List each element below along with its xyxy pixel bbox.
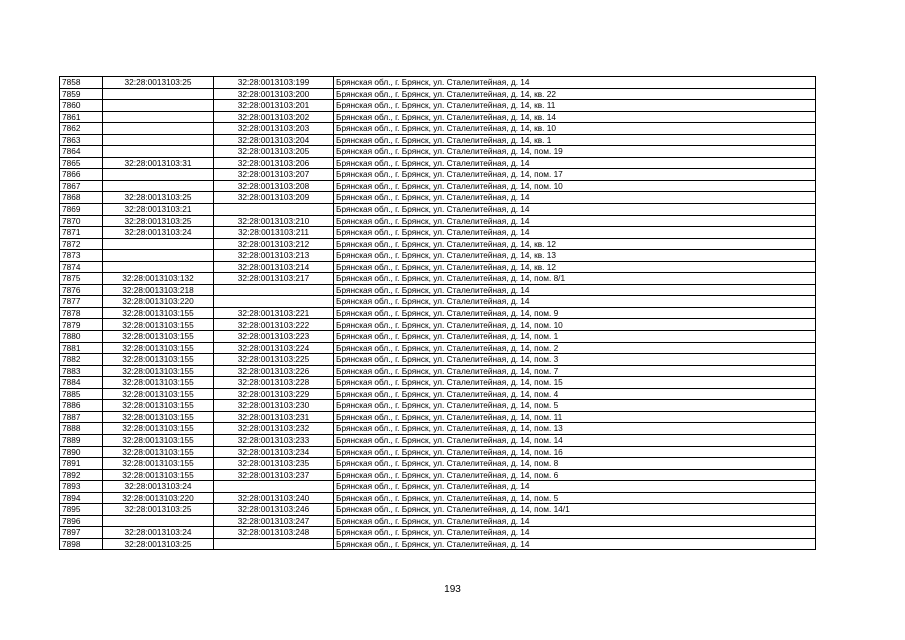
object-cadastral-cell: 32:28:0013103:248 [214, 527, 334, 539]
row-number-cell: 7877 [60, 296, 103, 308]
land-plot-cadastral-cell: 32:28:0013103:24 [103, 481, 214, 493]
table-row [60, 458, 816, 470]
object-cadastral-cell: 32:28:0013103:232 [214, 423, 334, 435]
row-number-cell: 7889 [60, 434, 103, 446]
row-number-cell: 7868 [60, 192, 103, 204]
land-plot-cadastral-cell: 32:28:0013103:21 [103, 204, 214, 216]
object-cadastral-cell: 32:28:0013103:228 [214, 377, 334, 389]
table-row [60, 527, 816, 539]
table-row [60, 111, 816, 123]
object-cadastral-cell: 32:28:0013103:224 [214, 342, 334, 354]
object-cadastral-cell: 32:28:0013103:200 [214, 88, 334, 100]
address-cell: Брянская обл., г. Брянск, ул. Сталелитейная, д. 14, пом. 14 [334, 434, 816, 446]
address-cell: Брянская обл., г. Брянск, ул. Сталелитейная, д. 14, пом. 17 [334, 169, 816, 181]
row-number-cell: 7894 [60, 492, 103, 504]
table-row [60, 354, 816, 366]
address-cell: Брянская обл., г. Брянск, ул. Сталелитейная, д. 14, пом. 19 [334, 146, 816, 158]
object-cadastral-cell: 32:28:0013103:217 [214, 273, 334, 285]
table-row [60, 238, 816, 250]
address-cell: Брянская обл., г. Брянск, ул. Сталелитейная, д. 14, кв. 12 [334, 261, 816, 273]
table-row [60, 365, 816, 377]
table-row [60, 134, 816, 146]
land-plot-cadastral-cell: 32:28:0013103:25 [103, 504, 214, 516]
address-cell: Брянская обл., г. Брянск, ул. Сталелитейная, д. 14, пом. 1 [334, 331, 816, 343]
address-cell: Брянская обл., г. Брянск, ул. Сталелитейная, д. 14, пом. 10 [334, 180, 816, 192]
land-plot-cadastral-cell: 32:28:0013103:218 [103, 284, 214, 296]
object-cadastral-cell: 32:28:0013103:201 [214, 100, 334, 112]
row-number-cell: 7897 [60, 527, 103, 539]
land-plot-cadastral-cell: 32:28:0013103:25 [103, 192, 214, 204]
row-number-cell: 7863 [60, 134, 103, 146]
land-plot-cadastral-cell: 32:28:0013103:155 [103, 400, 214, 412]
object-cadastral-cell: 32:28:0013103:234 [214, 446, 334, 458]
land-plot-cadastral-cell: 32:28:0013103:25 [103, 538, 214, 550]
address-cell: Брянская обл., г. Брянск, ул. Сталелитейная, д. 14 [334, 157, 816, 169]
address-cell: Брянская обл., г. Брянск, ул. Сталелитейная, д. 14 [334, 204, 816, 216]
table-row [60, 204, 816, 216]
table-row [60, 319, 816, 331]
table-row [60, 400, 816, 412]
table-row [60, 296, 816, 308]
row-number-cell: 7859 [60, 88, 103, 100]
address-cell: Брянская обл., г. Брянск, ул. Сталелитейная, д. 14 [334, 192, 816, 204]
address-cell: Брянская обл., г. Брянск, ул. Сталелитейная, д. 14 [334, 296, 816, 308]
table-row [60, 388, 816, 400]
object-cadastral-cell: 32:28:0013103:231 [214, 411, 334, 423]
object-cadastral-cell: 32:28:0013103:199 [214, 77, 334, 89]
table-row [60, 227, 816, 239]
object-cadastral-cell: 32:28:0013103:207 [214, 169, 334, 181]
row-number-cell: 7883 [60, 365, 103, 377]
object-cadastral-cell [214, 296, 334, 308]
address-cell: Брянская обл., г. Брянск, ул. Сталелитейная, д. 14, кв. 12 [334, 238, 816, 250]
land-plot-cadastral-cell: 32:28:0013103:24 [103, 527, 214, 539]
land-plot-cadastral-cell [103, 515, 214, 527]
object-cadastral-cell: 32:28:0013103:209 [214, 192, 334, 204]
object-cadastral-cell: 32:28:0013103:223 [214, 331, 334, 343]
address-cell: Брянская обл., г. Брянск, ул. Сталелитейная, д. 14, пом. 14/1 [334, 504, 816, 516]
row-number-cell: 7878 [60, 307, 103, 319]
table-row [60, 307, 816, 319]
cadastral-registry-table [59, 76, 816, 550]
address-cell: Брянская обл., г. Брянск, ул. Сталелитейная, д. 14, кв. 14 [334, 111, 816, 123]
registry-table-body [60, 77, 816, 550]
row-number-cell: 7879 [60, 319, 103, 331]
address-cell: Брянская обл., г. Брянск, ул. Сталелитейная, д. 14, пом. 13 [334, 423, 816, 435]
address-cell: Брянская обл., г. Брянск, ул. Сталелитейная, д. 14, пом. 8 [334, 458, 816, 470]
land-plot-cadastral-cell: 32:28:0013103:132 [103, 273, 214, 285]
table-row [60, 342, 816, 354]
land-plot-cadastral-cell [103, 111, 214, 123]
row-number-cell: 7886 [60, 400, 103, 412]
table-row [60, 515, 816, 527]
address-cell: Брянская обл., г. Брянск, ул. Сталелитейная, д. 14, пом. 11 [334, 411, 816, 423]
table-row [60, 261, 816, 273]
table-row [60, 215, 816, 227]
address-cell: Брянская обл., г. Брянск, ул. Сталелитейная, д. 14, кв. 13 [334, 250, 816, 262]
object-cadastral-cell: 32:28:0013103:225 [214, 354, 334, 366]
row-number-cell: 7860 [60, 100, 103, 112]
land-plot-cadastral-cell: 32:28:0013103:220 [103, 492, 214, 504]
object-cadastral-cell: 32:28:0013103:237 [214, 469, 334, 481]
land-plot-cadastral-cell: 32:28:0013103:155 [103, 377, 214, 389]
address-cell: Брянская обл., г. Брянск, ул. Сталелитейная, д. 14 [334, 538, 816, 550]
table-row [60, 88, 816, 100]
object-cadastral-cell: 32:28:0013103:221 [214, 307, 334, 319]
land-plot-cadastral-cell [103, 250, 214, 262]
row-number-cell: 7891 [60, 458, 103, 470]
address-cell: Брянская обл., г. Брянск, ул. Сталелитейная, д. 14, пом. 3 [334, 354, 816, 366]
page-number: 193 [444, 584, 461, 595]
address-cell: Брянская обл., г. Брянск, ул. Сталелитейная, д. 14 [334, 481, 816, 493]
address-cell: Брянская обл., г. Брянск, ул. Сталелитейная, д. 14, пом. 4 [334, 388, 816, 400]
row-number-cell: 7880 [60, 331, 103, 343]
address-cell: Брянская обл., г. Брянск, ул. Сталелитейная, д. 14, пом. 16 [334, 446, 816, 458]
address-cell: Брянская обл., г. Брянск, ул. Сталелитейная, д. 14 [334, 527, 816, 539]
object-cadastral-cell [214, 538, 334, 550]
land-plot-cadastral-cell: 32:28:0013103:155 [103, 365, 214, 377]
row-number-cell: 7892 [60, 469, 103, 481]
row-number-cell: 7861 [60, 111, 103, 123]
table-row [60, 411, 816, 423]
object-cadastral-cell: 32:28:0013103:229 [214, 388, 334, 400]
row-number-cell: 7873 [60, 250, 103, 262]
row-number-cell: 7895 [60, 504, 103, 516]
table-row [60, 180, 816, 192]
object-cadastral-cell [214, 204, 334, 216]
row-number-cell: 7890 [60, 446, 103, 458]
table-row [60, 504, 816, 516]
address-cell: Брянская обл., г. Брянск, ул. Сталелитейная, д. 14 [334, 215, 816, 227]
row-number-cell: 7884 [60, 377, 103, 389]
table-row [60, 77, 816, 89]
object-cadastral-cell: 32:28:0013103:246 [214, 504, 334, 516]
table-row [60, 538, 816, 550]
row-number-cell: 7862 [60, 123, 103, 135]
row-number-cell: 7871 [60, 227, 103, 239]
address-cell: Брянская обл., г. Брянск, ул. Сталелитейная, д. 14 [334, 515, 816, 527]
table-row [60, 469, 816, 481]
address-cell: Брянская обл., г. Брянск, ул. Сталелитейная, д. 14, пом. 5 [334, 492, 816, 504]
land-plot-cadastral-cell: 32:28:0013103:155 [103, 446, 214, 458]
table-row [60, 492, 816, 504]
object-cadastral-cell: 32:28:0013103:208 [214, 180, 334, 192]
row-number-cell: 7864 [60, 146, 103, 158]
address-cell: Брянская обл., г. Брянск, ул. Сталелитейная, д. 14, кв. 1 [334, 134, 816, 146]
object-cadastral-cell: 32:28:0013103:204 [214, 134, 334, 146]
land-plot-cadastral-cell: 32:28:0013103:31 [103, 157, 214, 169]
table-row [60, 434, 816, 446]
table-row [60, 250, 816, 262]
land-plot-cadastral-cell: 32:28:0013103:155 [103, 458, 214, 470]
land-plot-cadastral-cell: 32:28:0013103:155 [103, 319, 214, 331]
address-cell: Брянская обл., г. Брянск, ул. Сталелитейная, д. 14 [334, 227, 816, 239]
row-number-cell: 7865 [60, 157, 103, 169]
land-plot-cadastral-cell: 32:28:0013103:25 [103, 77, 214, 89]
row-number-cell: 7876 [60, 284, 103, 296]
object-cadastral-cell: 32:28:0013103:211 [214, 227, 334, 239]
address-cell: Брянская обл., г. Брянск, ул. Сталелитейная, д. 14, кв. 11 [334, 100, 816, 112]
row-number-cell: 7893 [60, 481, 103, 493]
object-cadastral-cell [214, 284, 334, 296]
table-row [60, 446, 816, 458]
land-plot-cadastral-cell: 32:28:0013103:155 [103, 434, 214, 446]
land-plot-cadastral-cell [103, 134, 214, 146]
row-number-cell: 7866 [60, 169, 103, 181]
object-cadastral-cell [214, 481, 334, 493]
land-plot-cadastral-cell [103, 88, 214, 100]
land-plot-cadastral-cell: 32:28:0013103:155 [103, 423, 214, 435]
row-number-cell: 7874 [60, 261, 103, 273]
address-cell: Брянская обл., г. Брянск, ул. Сталелитейная, д. 14, пом. 15 [334, 377, 816, 389]
land-plot-cadastral-cell: 32:28:0013103:155 [103, 354, 214, 366]
row-number-cell: 7885 [60, 388, 103, 400]
row-number-cell: 7882 [60, 354, 103, 366]
land-plot-cadastral-cell: 32:28:0013103:155 [103, 388, 214, 400]
object-cadastral-cell: 32:28:0013103:240 [214, 492, 334, 504]
table-row [60, 481, 816, 493]
table-row [60, 284, 816, 296]
table-row [60, 157, 816, 169]
address-cell: Брянская обл., г. Брянск, ул. Сталелитейная, д. 14, пом. 7 [334, 365, 816, 377]
object-cadastral-cell: 32:28:0013103:226 [214, 365, 334, 377]
land-plot-cadastral-cell: 32:28:0013103:25 [103, 215, 214, 227]
land-plot-cadastral-cell: 32:28:0013103:220 [103, 296, 214, 308]
object-cadastral-cell: 32:28:0013103:203 [214, 123, 334, 135]
row-number-cell: 7898 [60, 538, 103, 550]
table-row [60, 123, 816, 135]
address-cell: Брянская обл., г. Брянск, ул. Сталелитейная, д. 14, кв. 22 [334, 88, 816, 100]
land-plot-cadastral-cell [103, 123, 214, 135]
land-plot-cadastral-cell [103, 169, 214, 181]
address-cell: Брянская обл., г. Брянск, ул. Сталелитейная, д. 14, пом. 5 [334, 400, 816, 412]
land-plot-cadastral-cell: 32:28:0013103:155 [103, 307, 214, 319]
object-cadastral-cell: 32:28:0013103:222 [214, 319, 334, 331]
address-cell: Брянская обл., г. Брянск, ул. Сталелитейная, д. 14, пом. 2 [334, 342, 816, 354]
address-cell: Брянская обл., г. Брянск, ул. Сталелитейная, д. 14, пом. 6 [334, 469, 816, 481]
address-cell: Брянская обл., г. Брянск, ул. Сталелитейная, д. 14, пом. 9 [334, 307, 816, 319]
object-cadastral-cell: 32:28:0013103:247 [214, 515, 334, 527]
object-cadastral-cell: 32:28:0013103:214 [214, 261, 334, 273]
object-cadastral-cell: 32:28:0013103:233 [214, 434, 334, 446]
object-cadastral-cell: 32:28:0013103:202 [214, 111, 334, 123]
row-number-cell: 7896 [60, 515, 103, 527]
land-plot-cadastral-cell [103, 100, 214, 112]
table-row [60, 273, 816, 285]
land-plot-cadastral-cell: 32:28:0013103:155 [103, 342, 214, 354]
object-cadastral-cell: 32:28:0013103:205 [214, 146, 334, 158]
table-row [60, 192, 816, 204]
object-cadastral-cell: 32:28:0013103:212 [214, 238, 334, 250]
object-cadastral-cell: 32:28:0013103:210 [214, 215, 334, 227]
row-number-cell: 7881 [60, 342, 103, 354]
land-plot-cadastral-cell [103, 261, 214, 273]
land-plot-cadastral-cell: 32:28:0013103:24 [103, 227, 214, 239]
table-row [60, 169, 816, 181]
land-plot-cadastral-cell: 32:28:0013103:155 [103, 469, 214, 481]
object-cadastral-cell: 32:28:0013103:230 [214, 400, 334, 412]
row-number-cell: 7867 [60, 180, 103, 192]
table-row [60, 146, 816, 158]
land-plot-cadastral-cell [103, 146, 214, 158]
object-cadastral-cell: 32:28:0013103:235 [214, 458, 334, 470]
land-plot-cadastral-cell [103, 238, 214, 250]
row-number-cell: 7887 [60, 411, 103, 423]
row-number-cell: 7875 [60, 273, 103, 285]
land-plot-cadastral-cell: 32:28:0013103:155 [103, 331, 214, 343]
address-cell: Брянская обл., г. Брянск, ул. Сталелитейная, д. 14, пом. 10 [334, 319, 816, 331]
row-number-cell: 7888 [60, 423, 103, 435]
object-cadastral-cell: 32:28:0013103:213 [214, 250, 334, 262]
row-number-cell: 7869 [60, 204, 103, 216]
table-row [60, 377, 816, 389]
address-cell: Брянская обл., г. Брянск, ул. Сталелитейная, д. 14 [334, 284, 816, 296]
row-number-cell: 7858 [60, 77, 103, 89]
land-plot-cadastral-cell: 32:28:0013103:155 [103, 411, 214, 423]
table-row [60, 100, 816, 112]
object-cadastral-cell: 32:28:0013103:206 [214, 157, 334, 169]
row-number-cell: 7870 [60, 215, 103, 227]
address-cell: Брянская обл., г. Брянск, ул. Сталелитейная, д. 14 [334, 77, 816, 89]
land-plot-cadastral-cell [103, 180, 214, 192]
address-cell: Брянская обл., г. Брянск, ул. Сталелитейная, д. 14, пом. 8/1 [334, 273, 816, 285]
row-number-cell: 7872 [60, 238, 103, 250]
table-row [60, 331, 816, 343]
address-cell: Брянская обл., г. Брянск, ул. Сталелитейная, д. 14, кв. 10 [334, 123, 816, 135]
table-row [60, 423, 816, 435]
